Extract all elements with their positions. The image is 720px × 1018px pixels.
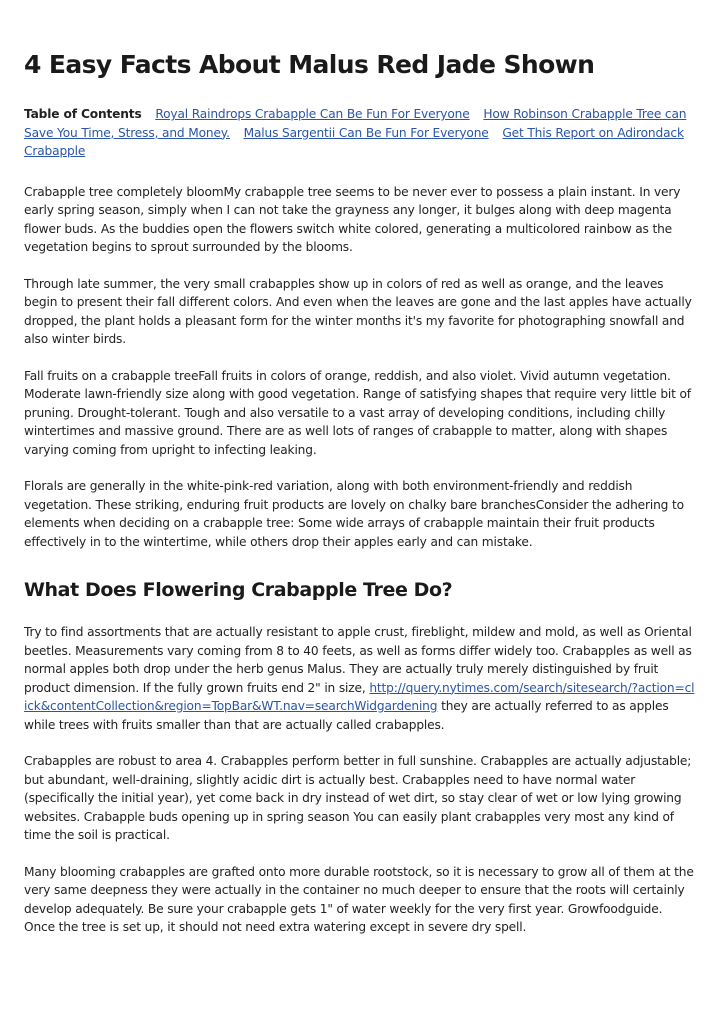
section-heading: What Does Flowering Crabapple Tree Do? [24, 579, 453, 601]
nytimes-search-link[interactable]: http://query.nytimes.com/search/sitesearch/?action=click&contentCollection&region=TopBar&WT.nav=searchWidgardening [24, 680, 695, 713]
table-of-contents [24, 105, 696, 161]
toc-link-malus-sargentii[interactable]: Malus Sargentii Can Be Fun For Everyone [243, 125, 489, 140]
paragraph: Many blooming crabapples are grafted onto more durable rootstock, so it is necessary to grow all of them at the very same deepness they were actually in the container no much deeper to ensure that the roots will certainly develop adequately. Be sure your crabapple gets 1" of water weekly for the very first year. Growfoodguide. Once the tree is set up, it should not need extra watering except in severe dry spell. [24, 864, 694, 934]
toc-link-royal-raindrops[interactable]: Royal Raindrops Crabapple Can Be Fun For Everyone [155, 107, 470, 121]
paragraph-text: Try to find assortments that are actually resistant to apple crust, fireblight, mildew and mold, as well as Oriental beetles. Measurements vary coming from 8 to 40 feets, as well as forms differ widely too. Crabapples as well as normal apples both drop under the herb genus Malus. They are actually truly merely distinguished by fruit product dimension. If the fully grown fruits end 2" in size, [24, 625, 692, 695]
paragraph: Crabapples are robust to area 4. Crabapples perform better in full sunshine. Crabapples are actually adjustable; but abundant, well-draining, slightly acidic dirt is actually best. Crabapples need to have normal water (specifically the initial year), yet come back in dry instead of wet dirt, so stay clear of wet or low lying growing websites. Crabapple buds opening up in spring season You can easily plant crabapples very most any kind of time the soil is practical. [24, 754, 692, 842]
page-title: 4 Easy Facts About Malus Red Jade Shown [24, 50, 595, 79]
toc-link-adirondack-crabapple[interactable]: Get This Report on Adirondack Crabapple [24, 125, 684, 158]
paragraph: Crabapple tree completely bloomMy crabapple tree seems to be never ever to possess a plain instant. In very early spring season, simply when I can not take the grayness any longer, it bulges along with deep magenta flower buds. As the buddies open the flowers switch white colored, generating a multicolored rainbow as the vegetation begins to sprout surrounded by the blooms. [24, 184, 681, 254]
paragraph: Fall fruits on a crabapple treeFall fruits in colors of orange, reddish, and also violet. Vivid autumn vegetation. Moderate lawn-friendly size along with good vegetation. Range of satisfying shapes that require very little bit of pruning. Drought-tolerant. Tough and also versatile to a vast array of developing conditions, including chilly wintertimes and massive ground. There are as well lots of ranges of crabapple to matter, along with shapes varying coming from upright to infecting leaking. [24, 368, 691, 457]
toc-link-robinson-crabapple[interactable]: How Robinson Crabapple Tree can Save You Time, Stress, and Money. [24, 107, 687, 140]
toc-label: Table of Contents [24, 107, 142, 121]
paragraph: Florals are generally in the white-pink-red variation, along with both environment-friendly and reddish vegetation. These striking, enduring fruit products are lovely on chalky bare branchesConsider the adhering to elements when deciding on a crabapple tree: Some wide arrays of crabapple maintain their fruit products effectively in to the wintertime, while others drop their apples early and can mistake. [24, 479, 684, 549]
paragraph: Through late summer, the very small crabapples show up in colors of red as well as orange, and the leaves begin to present their fall different colors. And even when the leaves are gone and the last apples have actually dropped, the plant holds a pleasant form for the winter months it's my favorite for photographing snowfall and also winter birds. [24, 276, 692, 346]
paragraph-with-link [24, 623, 696, 734]
paragraph-text: they are actually referred to as apples while trees with fruits smaller than that are actually called crabapples. [24, 699, 669, 732]
